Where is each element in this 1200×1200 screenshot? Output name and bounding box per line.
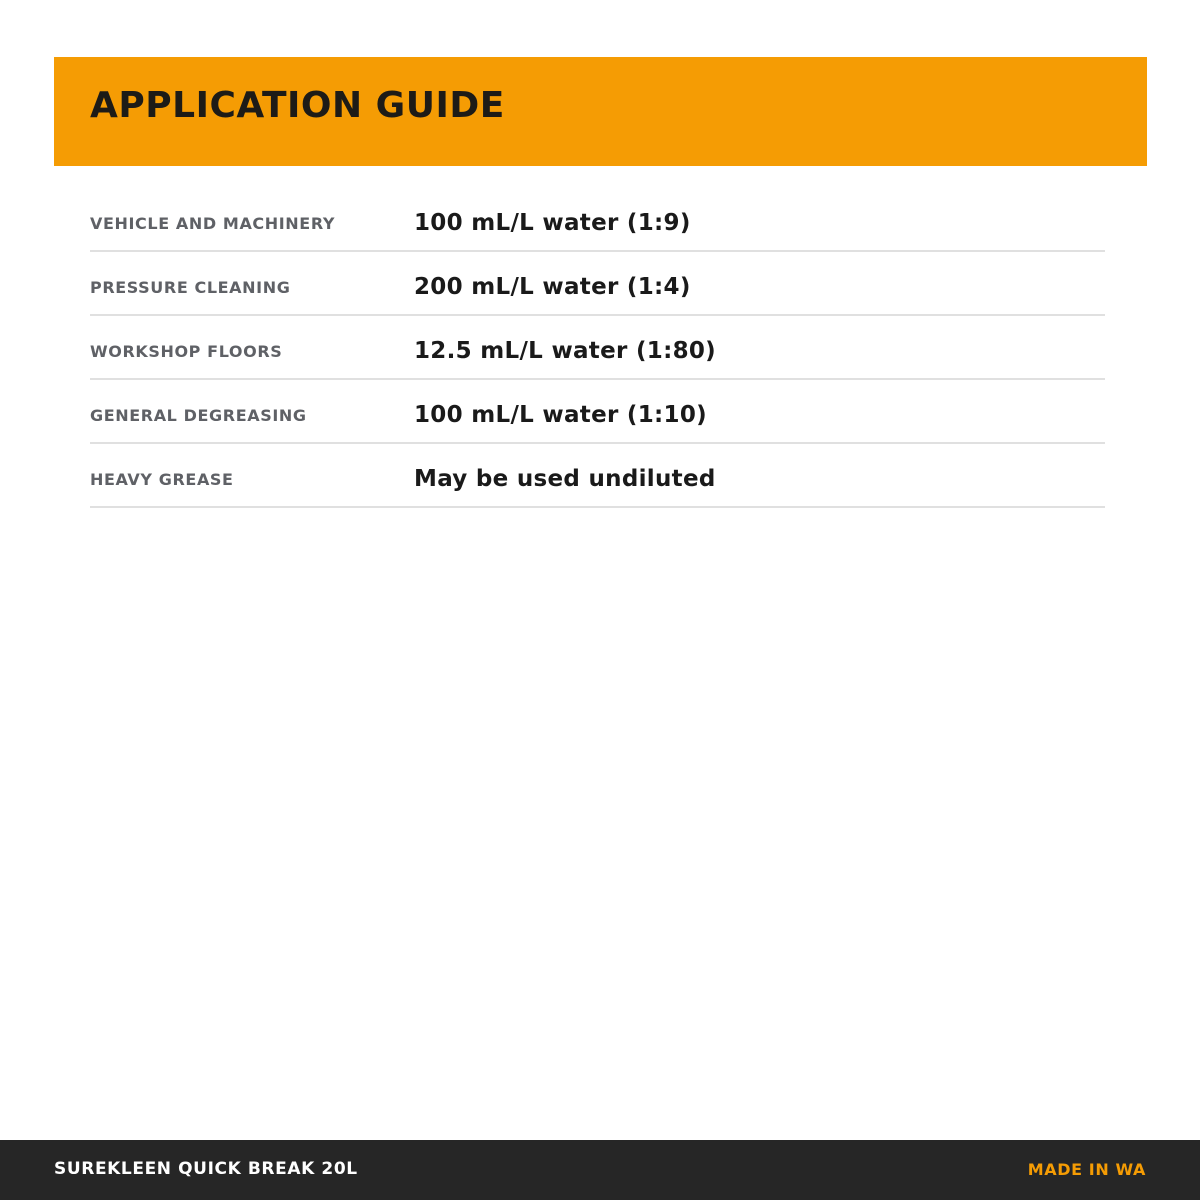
row-label: WORKSHOP FLOORS [90,342,283,361]
table-row [90,188,1105,252]
table-row [90,252,1105,316]
application-guide-table [90,188,1105,508]
footer-bar [0,1140,1200,1200]
row-value: 12.5 mL/L water (1:80) [414,338,716,364]
row-label: HEAVY GREASE [90,470,234,489]
table-row [90,316,1105,380]
table-row [90,380,1105,444]
row-value: 100 mL/L water (1:9) [414,210,691,236]
page-title: APPLICATION GUIDE [90,85,505,126]
table-row [90,444,1105,508]
row-label: VEHICLE AND MACHINERY [90,214,336,233]
product-name: SUREKLEEN QUICK BREAK 20L [54,1159,358,1179]
row-value: 100 mL/L water (1:10) [414,402,707,428]
row-label: GENERAL DEGREASING [90,406,307,425]
header-banner [54,57,1147,166]
row-value: 200 mL/L water (1:4) [414,274,691,300]
row-label: PRESSURE CLEANING [90,278,291,297]
origin-badge: MADE IN WA [1027,1160,1146,1179]
row-value: May be used undiluted [414,466,716,492]
